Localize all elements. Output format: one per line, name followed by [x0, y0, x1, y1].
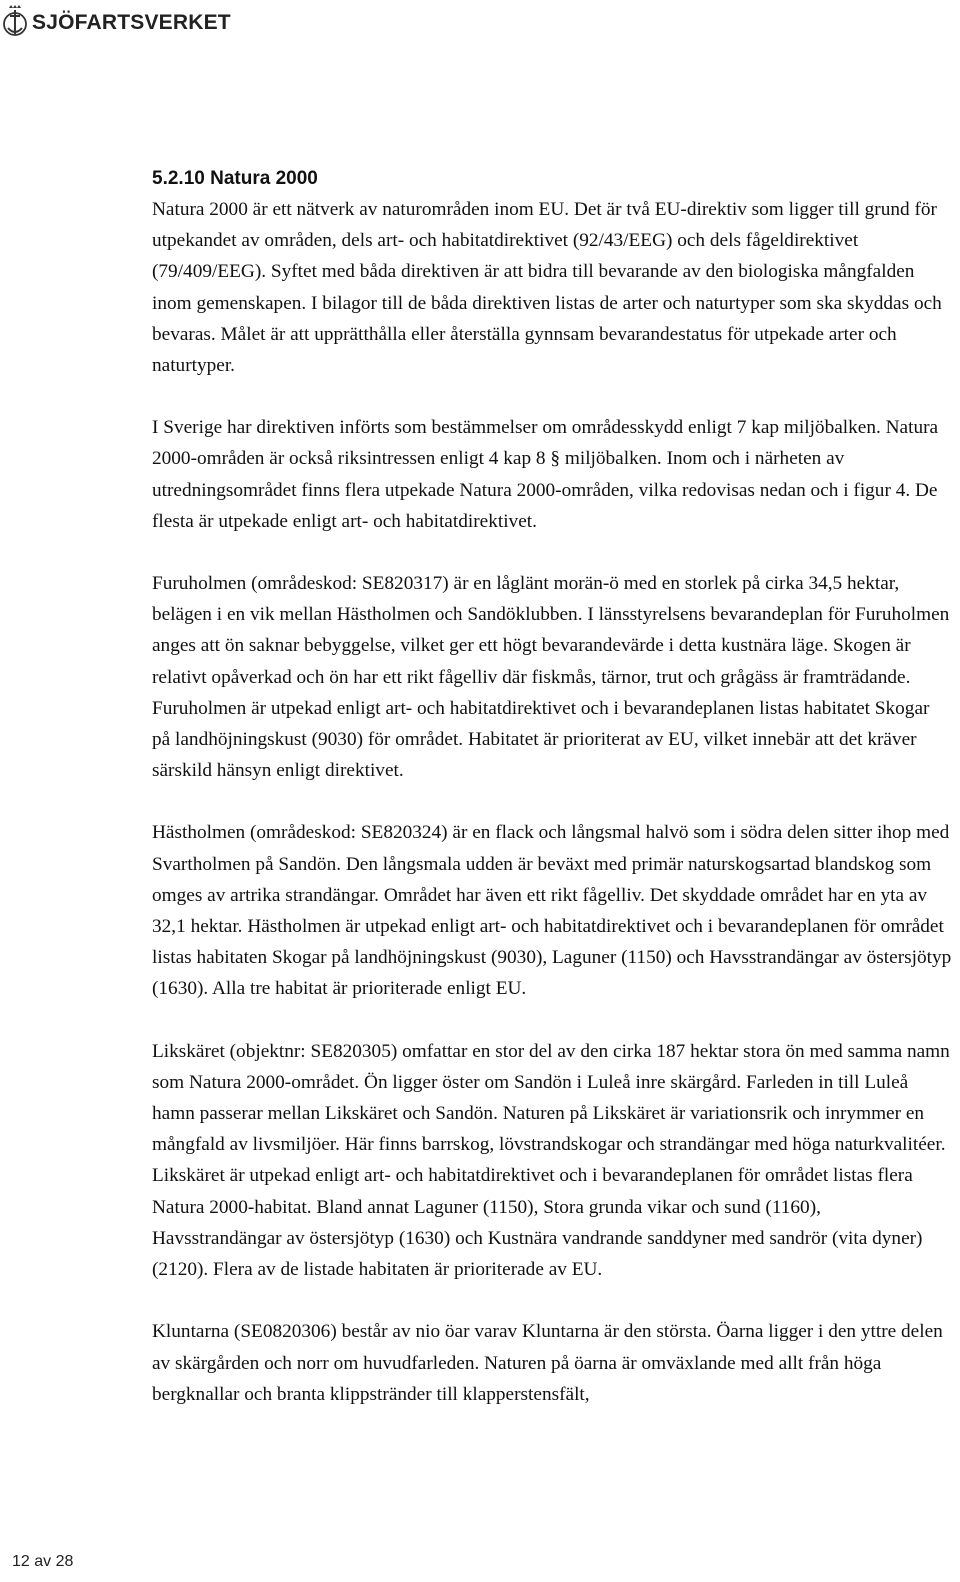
paragraph-kluntarna: Kluntarna (SE0820306) består av nio öar varav Kluntarna är den största. Öarna ligger i den yttre delen av skärgården och norr om huvudfarleden. Naturen på öarna är omväxlande med allt från höga bergknallar och branta klippstränder till klapperstensfält,: [152, 1321, 943, 1405]
paragraph-likskaret: Likskäret (objektnr: SE820305) omfattar en stor del av den cirka 187 hektar stora ön med samma namn som Natura 2000-området. Ön ligger öster om Sandön i Luleå inre skärgård. Farleden in till Luleå hamn passerar mellan Likskäret och Sandön. Naturen på Likskäret är variationsrik och inrymmer en mångfald av livsmiljöer. Här finns barrskog, lövstrandskogar och strandängar med höga naturkvalitéer. Likskäret är utpekad enligt art- och habitatdirektivet och i bevarandeplanen för området listas flera Natura 2000-habitat. Bland annat Laguner (1150), Stora grunda vikar och sund (1160), Havsstrandängar av östersjötyp (1630) och Kustnära vandrande sanddyner med sandrör (vita dyner) (2120). Flera av de listade habitaten är prioriterade av EU.: [152, 1040, 950, 1281]
page-number: 12 av 28: [12, 1553, 74, 1570]
anchor-crown-emblem-icon: [2, 4, 28, 42]
document-body: [152, 163, 952, 1410]
paragraph-sverige: I Sverige har direktiven införts som bestämmelser om områdesskydd enligt 7 kap miljöbalken. Natura 2000-områden är också riksintressen enligt 4 kap 8 § miljöbalken. Inom och i närheten av utredningsområdet finns flera utpekade Natura 2000-områden, vilka redovisas nedan och i figur 4. De flesta är utpekade enligt art- och habitatdirektivet.: [152, 417, 939, 532]
logo-text: SJÖFARTSVERKET: [32, 11, 231, 34]
paragraph-hastholmen: Hästholmen (områdeskod: SE820324) är en flack och långsmal halvö som i södra delen sitter ihop med Svartholmen på Sandön. Den långsmala udden är beväxt med primär naturskogsartad blandskog som omges av artrika strandängar. Området har även ett rikt fågelliv. Det skyddade området har en yta av 32,1 hektar. Hästholmen är utpekad enligt art- och habitatdirektivet och i bevarandeplanen för området listas habitaten Skogar på landhöjningskust (9030), Laguner (1150) och Havsstrandängar av östersjötyp (1630). Alla tre habitat är prioriterade enligt EU.: [152, 822, 952, 1000]
paragraph-furuholmen: Furuholmen (områdeskod: SE820317) är en låglänt morän-ö med en storlek på cirka 34,5 hektar, belägen i en vik mellan Hästholmen och Sandöklubben. I länsstyrelsens bevarandeplan för Furuholmen anges att ön saknar bebyggelse, vilket ger ett högt bevarandevärde i detta kustnära läge. Skogen är relativt opåverkad och ön har ett rikt fågelliv där fiskmås, tärnor, trut och grågäss är framträdande. Furuholmen är utpekad enligt art- och habitatdirektivet och i bevarandeplanen listas habitatet Skogar på landhöjningskust (9030) för området. Habitatet är prioriterat av EU, vilket innebär att det kräver särskild hänsyn enligt direktivet.: [152, 573, 950, 782]
paragraph-natura-intro: Natura 2000 är ett nätverk av naturområden inom EU. Det är två EU-direktiv som ligger till grund för utpekandet av områden, dels art- och habitatdirektivet (92/43/EEG) och dels fågeldirektivet (79/409/EEG). Syftet med båda direktiven är att bidra till bevarande av den biologiska mångfalden inom gemenskapen. I bilagor till de båda direktiven listas de arter och naturtyper som ska skyddas och bevaras. Målet är att upprätthålla eller återställa gynnsam bevarandestatus för utpekade arter och naturtyper.: [152, 199, 942, 377]
section-heading: 5.2.10 Natura 2000: [152, 168, 318, 189]
header-logo: [2, 4, 231, 42]
